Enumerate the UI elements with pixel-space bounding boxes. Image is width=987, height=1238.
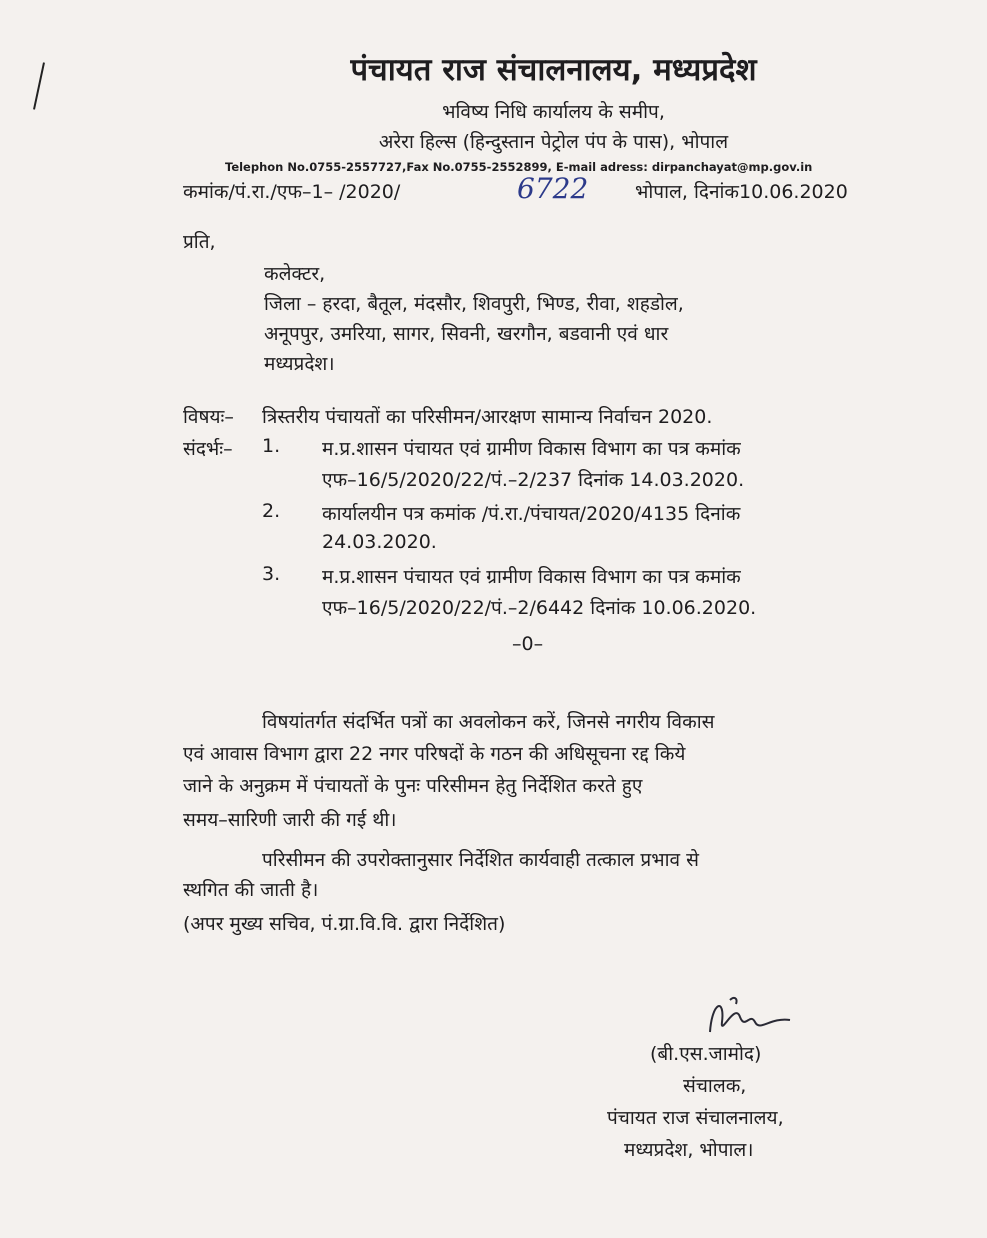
body-para-1-line-1: विषयांतर्गत संदर्भित पत्रों का अवलोकन करें, जिनसे नगरीय विकास <box>262 711 715 733</box>
handwritten-dispatch-number: 6722 <box>517 172 589 205</box>
contact-line: Telephon No.0755-2557727,Fax No.0755-2552899, E-mail adress: dirpanchayat@mp.gov.in <box>225 160 813 174</box>
signature <box>700 992 795 1047</box>
reference-item-line-1: म.प्र.शासन पंचायत एवं ग्रामीण विकास विभाग का पत्र कमांक <box>322 566 741 588</box>
prati-label: प्रति, <box>183 231 216 253</box>
reference-item-line-2: 24.03.2020. <box>322 531 437 553</box>
body-para-1-line-3: जाने के अनुक्रम में पंचायतों के पुनः परिसीमन हेतु निर्देशित करते हुए <box>183 775 643 797</box>
office-title: पंचायत राज संचालनालय, मध्यप्रदेश <box>350 52 757 88</box>
address-line-2: अरेरा हिल्स (हिन्दुस्तान पेट्रोल पंप के पास), भोपाल <box>378 131 729 153</box>
letter-date: भोपाल, दिनांक10.06.2020 <box>635 181 848 203</box>
signatory-designation: संचालक, <box>683 1075 747 1097</box>
reference-item-line-1: कार्यालयीन पत्र कमांक /पं.रा./पंचायत/2020/4135 दिनांक <box>322 503 741 525</box>
reference-item-number: 3. <box>262 563 281 585</box>
reference-item-number: 2. <box>262 500 281 522</box>
handwritten-mark <box>33 62 45 109</box>
address-line-1: भविष्य निधि कार्यालय के समीप, <box>442 101 665 123</box>
direction-note: (अपर मुख्य सचिव, पं.ग्रा.वि.वि. द्वारा निर्देशित) <box>183 913 506 935</box>
signatory-location: मध्यप्रदेश, भोपाल। <box>624 1139 754 1161</box>
reference-item-line-2: एफ–16/5/2020/22/पं.–2/237 दिनांक 14.03.2020. <box>322 469 745 491</box>
recipient-line-4: मध्यप्रदेश। <box>264 353 335 375</box>
recipient-line-1: कलेक्टर, <box>264 263 326 285</box>
body-para-2-line-1: परिसीमन की उपरोक्तानुसार निर्देशित कार्यवाही तत्काल प्रभाव से <box>262 849 699 871</box>
references-label: संदर्भः– <box>183 438 233 460</box>
signatory-office: पंचायत राज संचालनालय, <box>607 1107 784 1129</box>
body-para-1-line-4: समय–सारिणी जारी की गई थी। <box>183 809 397 831</box>
subject-label: विषयः– <box>183 406 234 428</box>
recipient-line-2: जिला – हरदा, बैतूल, मंदसौर, शिवपुरी, भिण्ड, रीवा, शहडोल, <box>264 293 684 315</box>
subject-text: त्रिस्तरीय पंचायतों का परिसीमन/आरक्षण सामान्य निर्वाचन 2020. <box>262 406 713 428</box>
body-para-1-line-2: एवं आवास विभाग द्वारा 22 नगर परिषदों के गठन की अधिसूचना रद्द किये <box>183 743 686 765</box>
signatory-name: (बी.एस.जामोद) <box>650 1043 762 1065</box>
body-para-2-line-2: स्थगित की जाती है। <box>183 879 319 901</box>
reference-number: कमांक/पं.रा./एफ–1– /2020/ <box>183 181 401 203</box>
recipient-line-3: अनूपपुर, उमरिया, सागर, सिवनी, खरगौन, बडवानी एवं धार <box>264 323 669 345</box>
reference-item-line-2: एफ–16/5/2020/22/पं.–2/6442 दिनांक 10.06.2020. <box>322 597 757 619</box>
separator: –0– <box>512 633 544 655</box>
reference-item-number: 1. <box>262 435 281 457</box>
reference-item-line-1: म.प्र.शासन पंचायत एवं ग्रामीण विकास विभाग का पत्र कमांक <box>322 438 741 460</box>
